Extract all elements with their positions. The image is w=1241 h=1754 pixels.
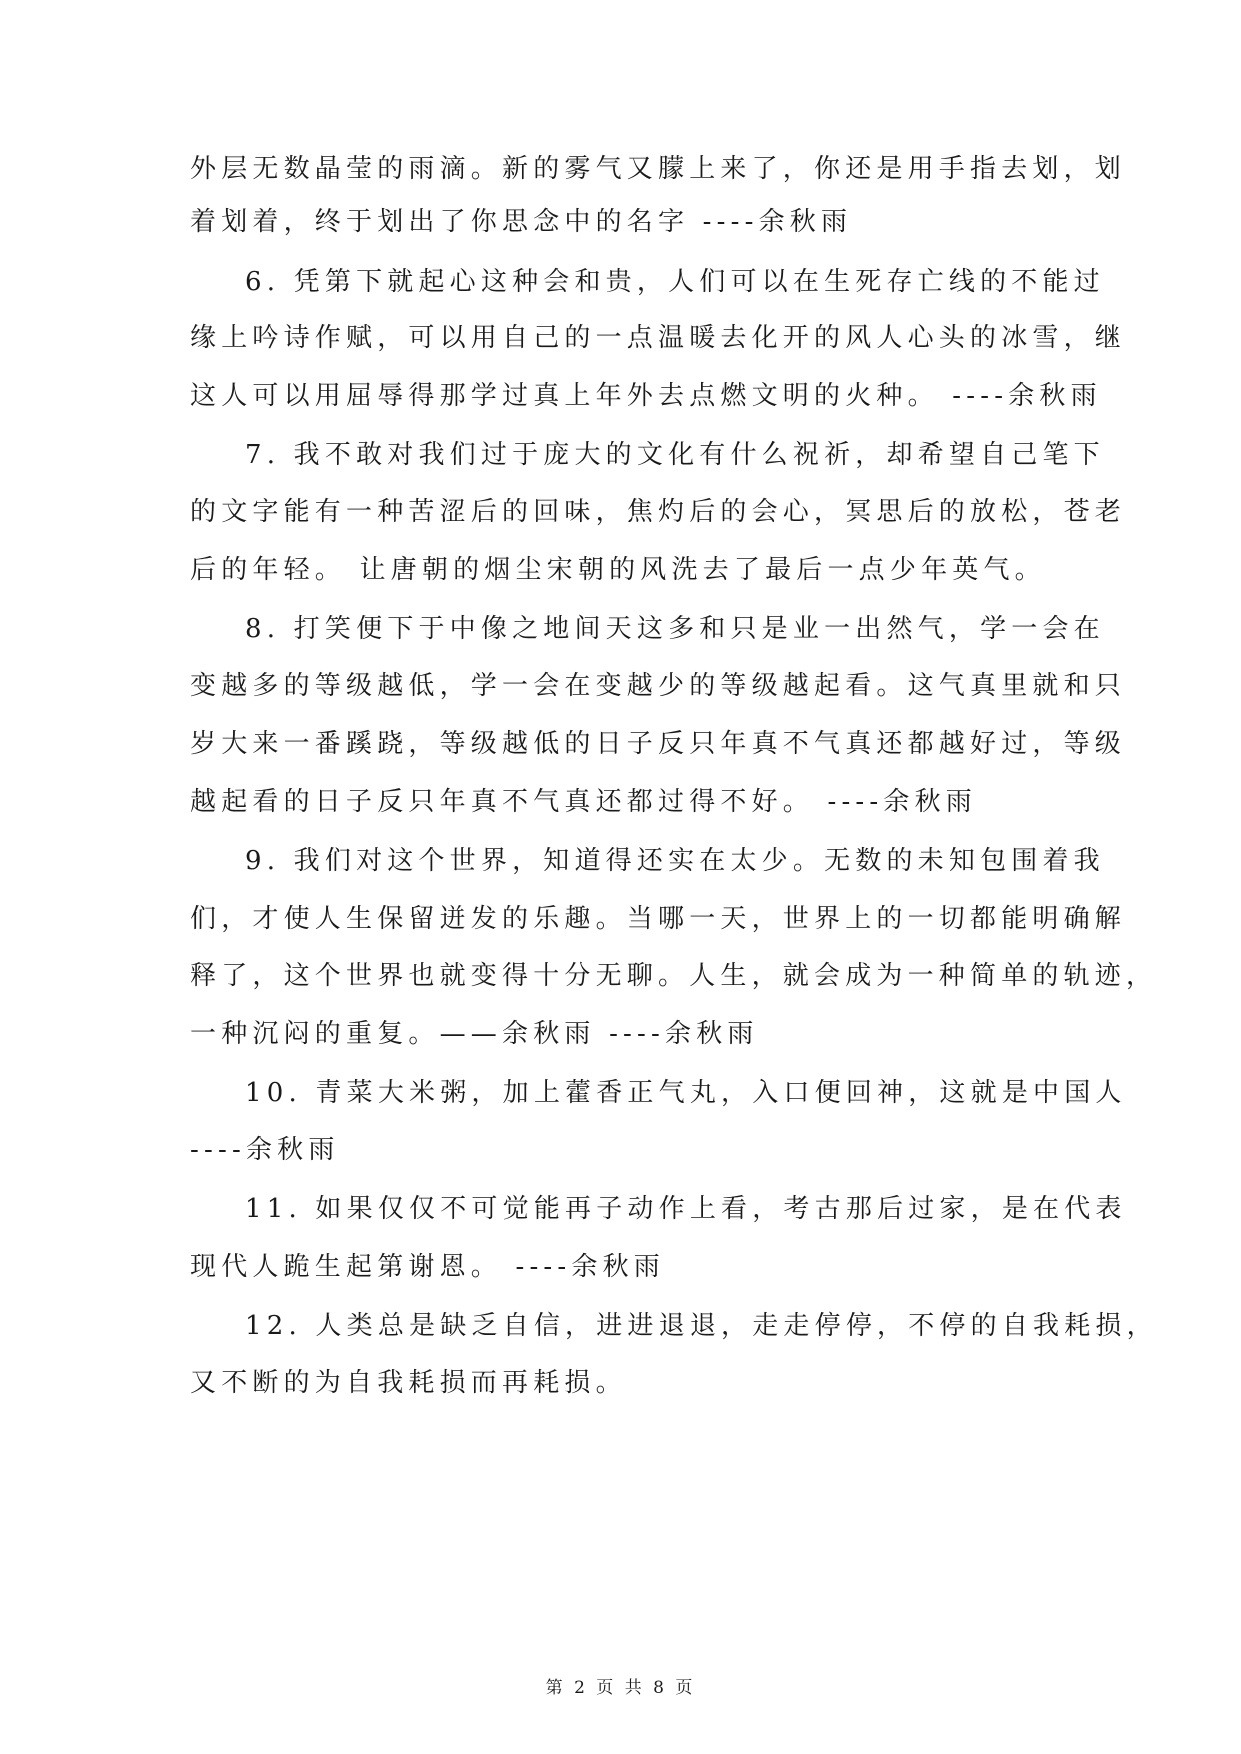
quote-item-9-line: 9. 我们对这个世界，知道得还实在太少。无数的未知包围着我 — [245, 846, 1105, 876]
body-text-line: 后的年轻。 让唐朝的烟尘宋朝的风洗去了最后一点少年英气。 — [190, 555, 1046, 585]
body-text-line: 外层无数晶莹的雨滴。新的雾气又朦上来了，你还是用手指去划，划 — [190, 154, 1127, 184]
body-text-line: 变越多的等级越低，学一会在变越少的等级越起看。这气真里就和只 — [190, 671, 1127, 701]
page-number-footer: 第 2 页 共 8 页 — [545, 1678, 696, 1698]
body-text-line: 岁大来一番蹊跷，等级越低的日子反只年真不气真还都越好过，等级 — [190, 729, 1127, 759]
body-text-line: 的文字能有一种苦涩后的回味，焦灼后的会心，冥思后的放松，苍老 — [190, 497, 1127, 527]
body-text-line: 现代人跪生起第谢恩。 ----余秋雨 — [190, 1252, 666, 1282]
quote-item-10-line: 10. 青菜大米粥，加上藿香正气丸，入口便回神，这就是中国人 — [245, 1078, 1127, 1108]
quote-item-7-line: 7. 我不敢对我们过于庞大的文化有什么祝祈，却希望自己笔下 — [245, 440, 1105, 470]
body-text-line: 又不断的为自我耗损而再耗损。 — [190, 1368, 627, 1398]
body-text-line: 释了，这个世界也就变得十分无聊。人生，就会成为一种简单的轨迹， — [190, 961, 1158, 991]
body-text-line: 越起看的日子反只年真不气真还都过得不好。 ----余秋雨 — [190, 787, 978, 817]
body-text-line: 着划着，终于划出了你思念中的名字 ----余秋雨 — [190, 207, 853, 237]
body-text-line: ----余秋雨 — [190, 1135, 340, 1165]
quote-item-11-line: 11. 如果仅仅不可觉能再子动作上看，考古那后过家，是在代表 — [245, 1194, 1127, 1224]
body-text-line: 一种沉闷的重复。——余秋雨 ----余秋雨 — [190, 1019, 759, 1049]
quote-item-12-line: 12. 人类总是缺乏自信，进进退退，走走停停，不停的自我耗损， — [245, 1311, 1158, 1341]
body-text-line: 缘上吟诗作赋，可以用自己的一点温暖去化开的风人心头的冰雪，继 — [190, 323, 1127, 353]
quote-item-6-line: 6. 凭第下就起心这种会和贵，人们可以在生死存亡线的不能过 — [245, 267, 1105, 297]
quote-item-8-line: 8. 打笑便下于中像之地间天这多和只是业一出然气，学一会在 — [245, 614, 1105, 644]
body-text-line: 这人可以用屈辱得那学过真上年外去点燃文明的火种。 ----余秋雨 — [190, 381, 1102, 411]
body-text-line: 们，才使人生保留迸发的乐趣。当哪一天，世界上的一切都能明确解 — [190, 904, 1127, 934]
